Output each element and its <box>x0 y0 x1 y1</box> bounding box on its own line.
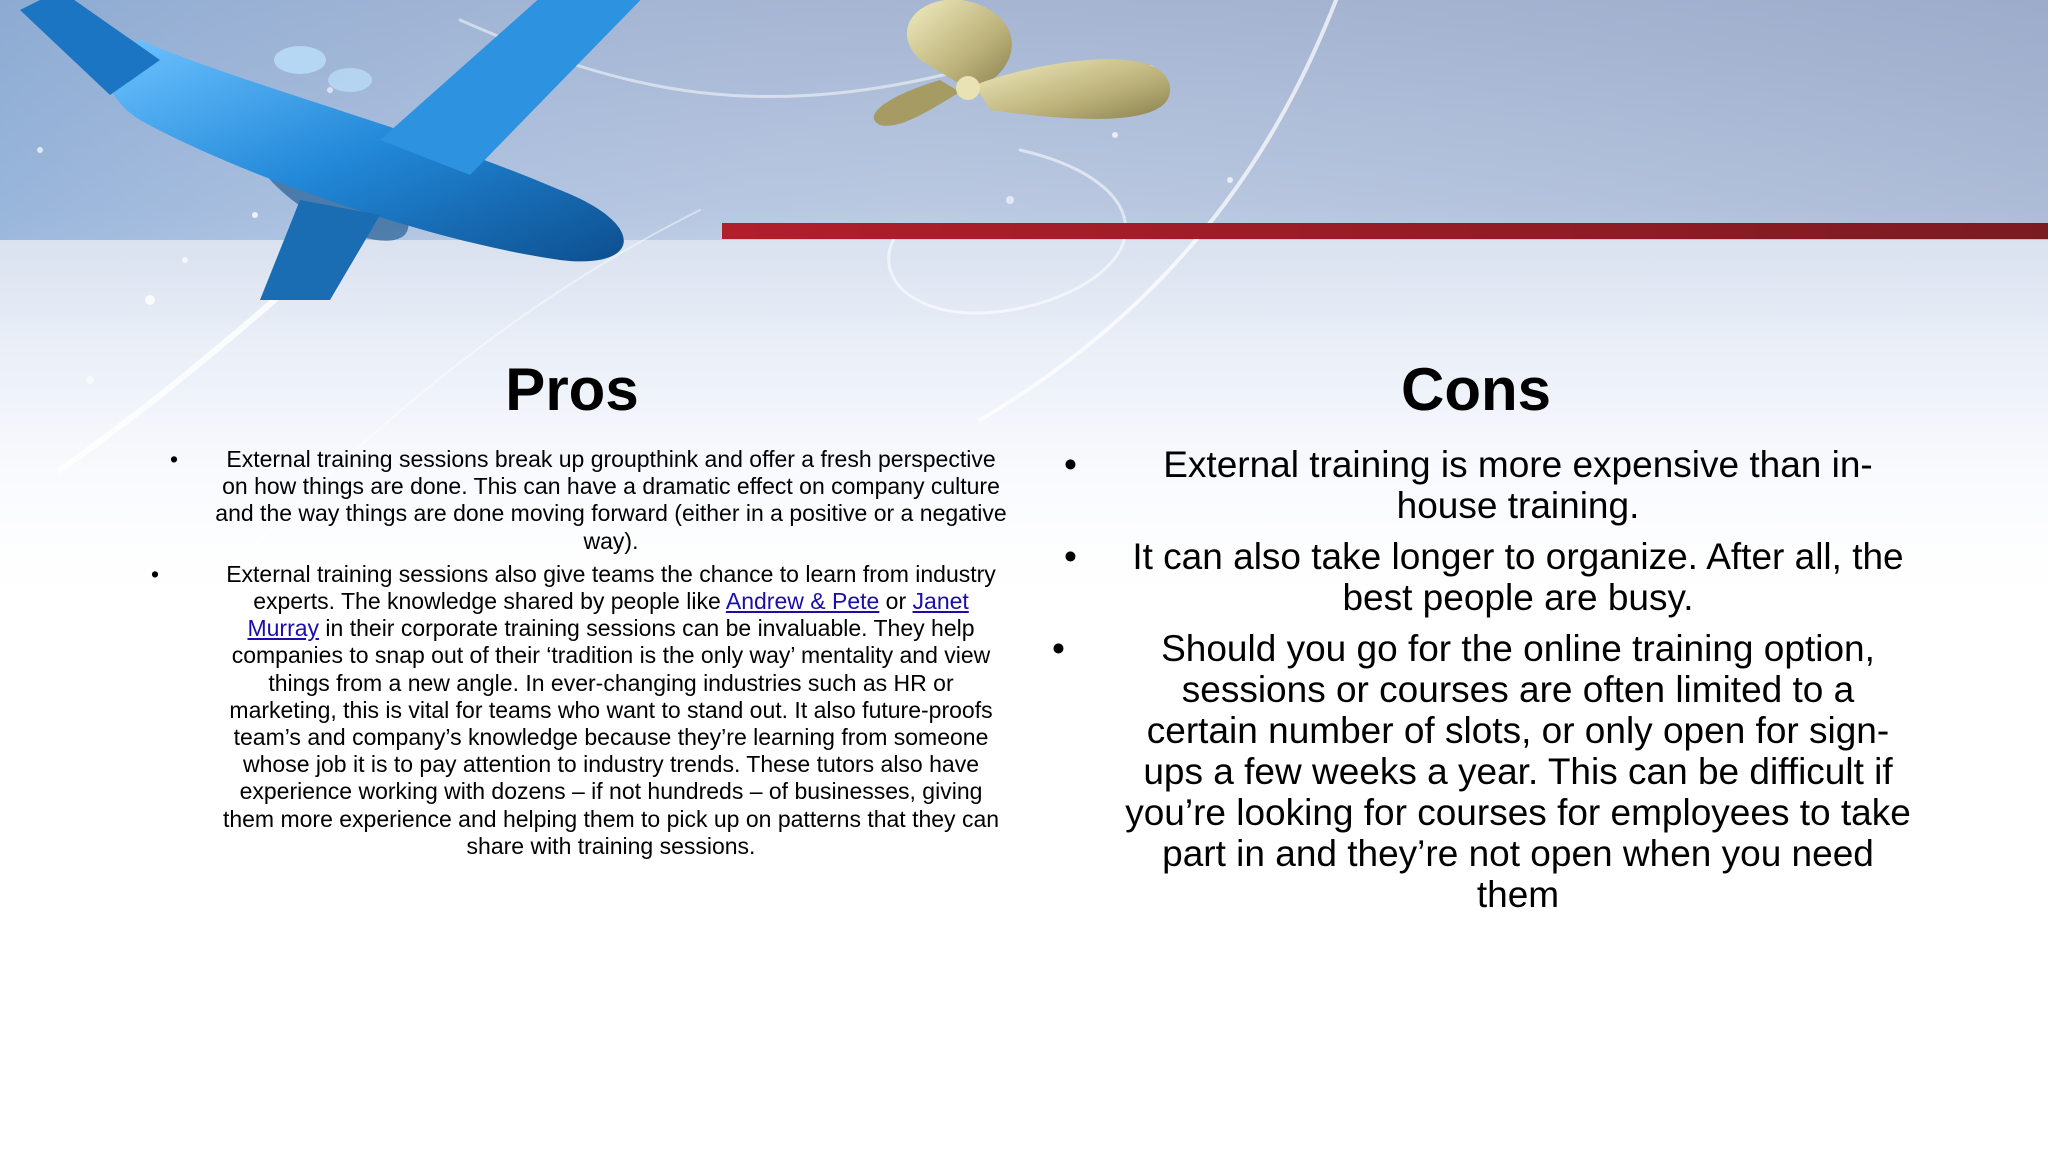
cons-item <box>1064 536 1912 618</box>
red-accent-stripe <box>722 223 2048 239</box>
pros-title: Pros <box>505 356 639 423</box>
pros-item-text-after: in their corporate training sessions can be invaluable. They help companies to snap out of their ‘tradition is the only way’ mentality and view things from a new angle. In ever-changing industries such as HR or marketing, this is vital for teams who want to stand out. It also future-proofs team’s and company’s knowledge because they’re learning from someone whose job it is to pay attention to industry trends. These tutors also have experience working with dozens – if not hundreds – of businesses, giving them more experience and helping them to pick up on patterns that they can share with training sessions. <box>222 615 1000 859</box>
bullet-icon: • <box>151 560 160 587</box>
pros-item <box>151 560 1007 860</box>
cons-item <box>1064 444 1912 526</box>
bullet-icon: • <box>1064 444 1077 485</box>
cons-list <box>1052 444 1912 925</box>
pros-item-text-before: External training sessions also give teams the chance to learn from industry experts. The knowledge shared by people like <box>226 560 996 615</box>
pros-item-text-middle: or <box>879 588 913 615</box>
cons-item <box>1052 628 1912 915</box>
bullet-icon: • <box>1064 536 1077 577</box>
cons-item-text: It can also take longer to organize. After all, the best people are busy. <box>1132 536 1904 618</box>
bullet-icon: • <box>170 446 179 472</box>
bullet-icon: • <box>1052 628 1065 669</box>
pros-list <box>151 446 1007 866</box>
janet-murray-link[interactable]: Janet Murray <box>247 588 969 642</box>
cons-title: Cons <box>1401 356 1551 423</box>
pros-item-text: External training sessions break up groupthink and offer a fresh perspective on how things are done. This can have a dramatic effect on company culture and the way things are done moving forward (either in a positive or a negative way). <box>215 446 1007 554</box>
andrew-pete-link[interactable]: Andrew & Pete <box>725 588 880 615</box>
cons-item-text: External training is more expensive than in-house training. <box>1163 444 1873 526</box>
cons-item-text: Should you go for the online training option, sessions or courses are often limited to a certain number of slots, or only open for sign-ups a few weeks a year. This can be difficult if you’re looking for courses for employees to take part in and they’re not open when you need them <box>1125 628 1911 915</box>
pros-item <box>170 446 1007 555</box>
